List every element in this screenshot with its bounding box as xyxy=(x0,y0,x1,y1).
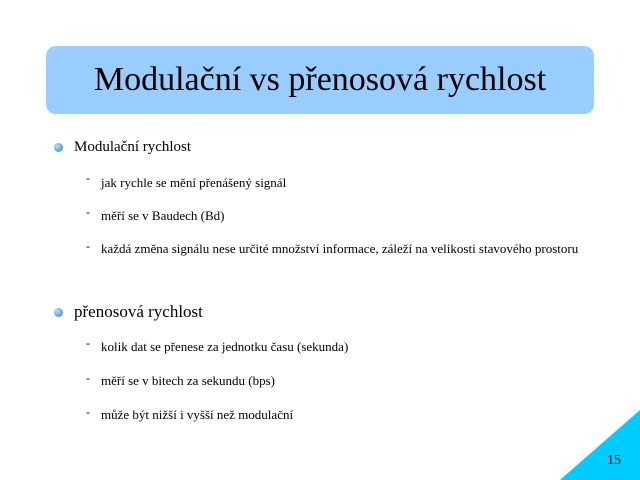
dash-icon: - xyxy=(86,171,90,185)
dash-icon: - xyxy=(86,336,90,350)
bullet-icon xyxy=(54,308,63,317)
dash-icon: - xyxy=(86,239,90,253)
slide-title: Modulační vs přenosová rychlost xyxy=(93,61,547,98)
slide-title-box xyxy=(46,46,594,114)
dash-icon: - xyxy=(86,205,90,219)
bullet-icon xyxy=(54,143,63,152)
corner-triangle xyxy=(560,410,640,480)
dash-icon: - xyxy=(86,371,90,385)
list-item: měří se v bitech za sekundu (bps) xyxy=(101,373,276,388)
page-number: 15 xyxy=(607,453,621,468)
list-item: jak rychle se mění přenášený signál xyxy=(101,175,287,190)
list-item: kolik dat se přenese za jednotku času (sekunda) xyxy=(101,339,349,354)
list-item: každá změna signálu nese určité množství informace, záleží na velikosti stavového prostoru xyxy=(101,241,579,256)
list-item: může být nižší i vyšší než modulační xyxy=(101,407,294,422)
section-heading-transfer: přenosová rychlost xyxy=(74,302,203,321)
list-item: měří se v Baudech (Bd) xyxy=(101,208,225,223)
section-heading-modulation: Modulační rychlost xyxy=(74,139,192,155)
dash-icon: - xyxy=(86,405,90,419)
